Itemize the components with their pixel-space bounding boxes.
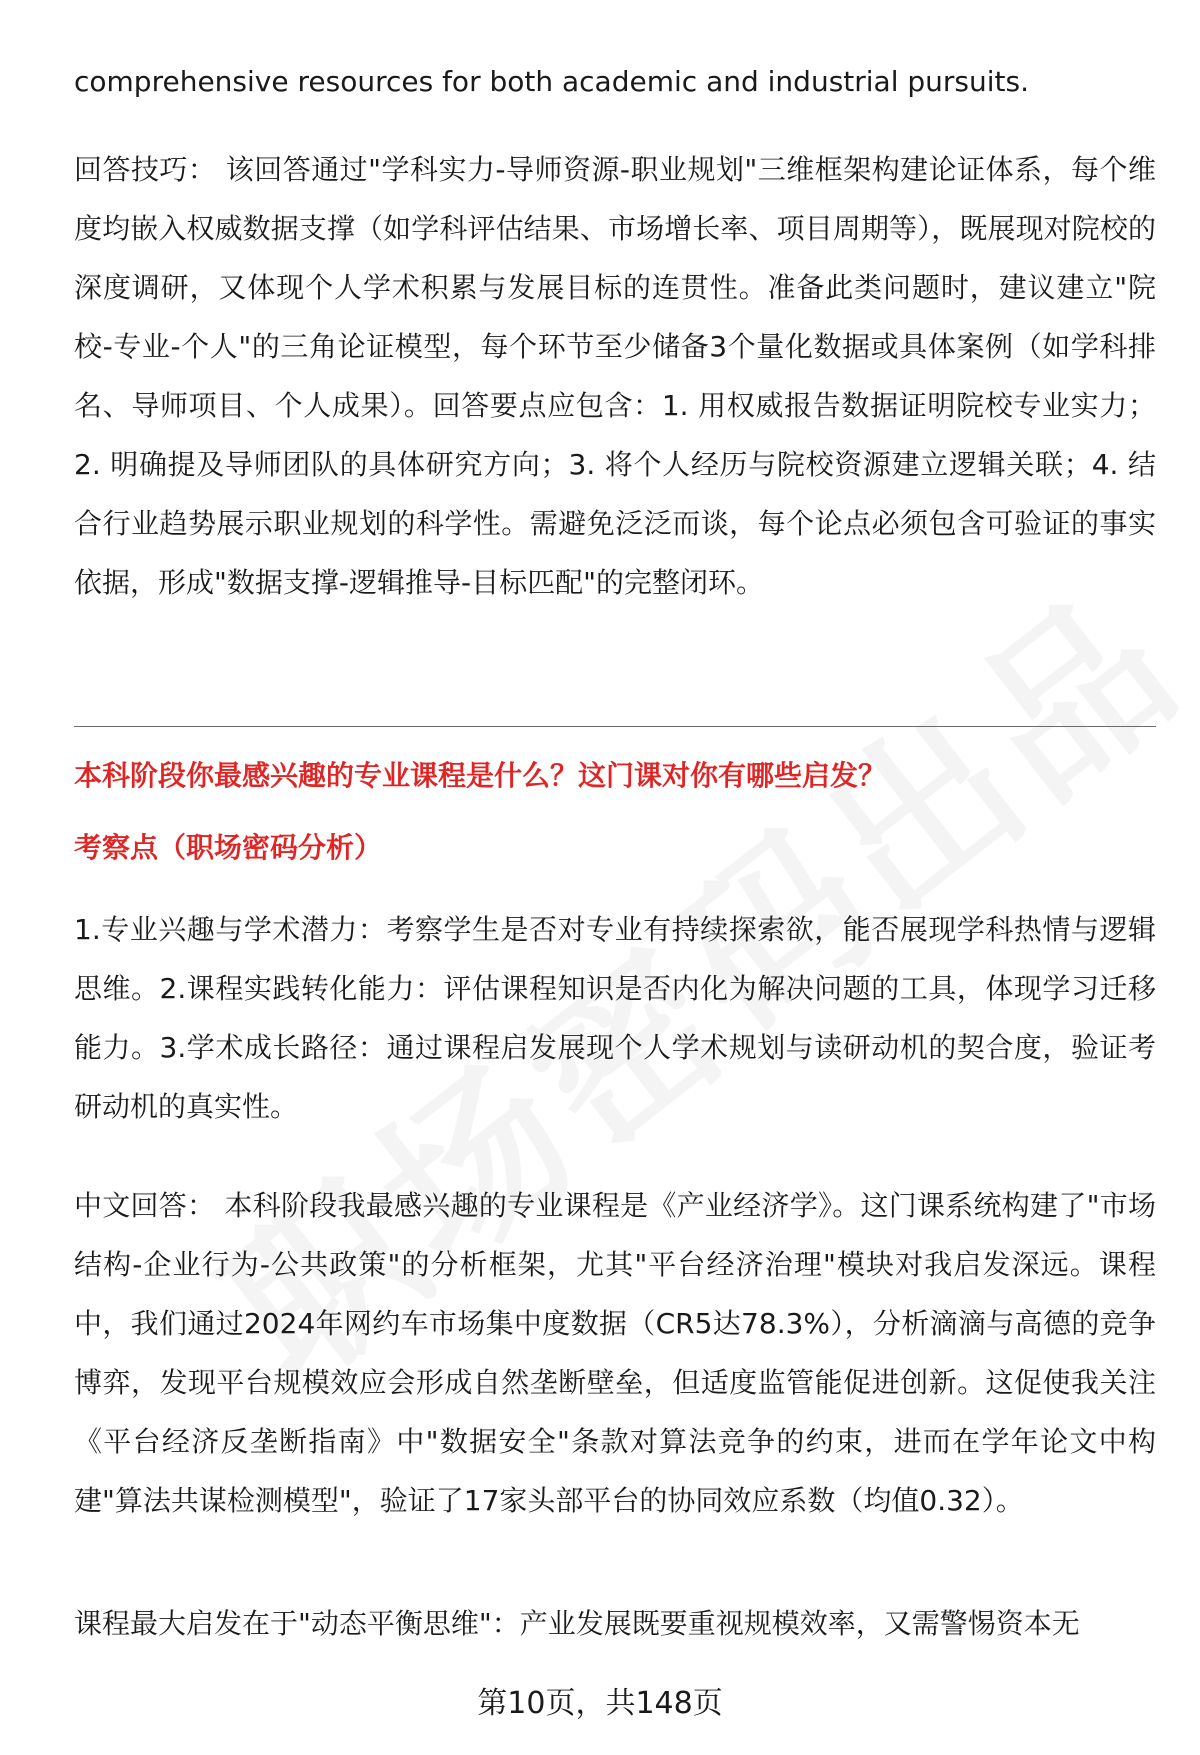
document-page xyxy=(74,0,1156,1755)
paragraph-chinese-answer: 中文回答： 本科阶段我最感兴趣的专业课程是《产业经济学》。这门课系统构建了"市场结构-企业行为-公共政策"的分析框架，尤其"平台经济治理"模块对我启发深远。课程中，我们通过2024年网约车市场集中度数据（CR5达78.3%），分析滴滴与高德的竞争博弈，发现平台规模效应会形成自然垄断壁垒，但适度监管能促进创新。这促使我关注《平台经济反垄断指南》中"数据安全"条款对算法竞争的约束，进而在学年论文中构建"算法共谋检测模型"，验证了17家头部平台的协同效应系数（均值0.32）。 xyxy=(74,1189,1156,1517)
question-subtitle: 考察点（职场密码分析） xyxy=(74,831,383,864)
page-footer xyxy=(0,1682,1200,1726)
paragraph-answer-tips: 回答技巧： 该回答通过"学科实力-导师资源-职业规划"三维框架构建论证体系，每个维度均嵌入权威数据支撑（如学科评估结果、市场增长率、项目周期等），既展现对院校的深度调研，又体现个人学术积累与发展目标的连贯性。准备此类问题时，建议建立"院校-专业-个人"的三角论证模型，每个环节至少储备3个量化数据或具体案例（如学科排名、导师项目、个人成果）。回答要点应包含：1. 用权威报告数据证明院校专业实力；2. 明确提及导师团队的具体研究方向；3. 将个人经历与院校资源建立逻辑关联；4. 结合行业趋势展示职业规划的科学性。需避免泛泛而谈，每个论点必须包含可验证的事实依据，形成"数据支撑-逻辑推导-目标匹配"的完整闭环。 xyxy=(74,153,1156,599)
page-number: 第10页，共148页 xyxy=(477,1686,723,1721)
paragraph-course-insight: 课程最大启发在于"动态平衡思维"：产业发展既要重视规模效率，又需警惕资本无 xyxy=(74,1607,1080,1640)
paragraph-continuation: comprehensive resources for both academic and industrial pursuits. xyxy=(74,65,1029,98)
question-title: 本科阶段你最感兴趣的专业课程是什么？这门课对你有哪些启发？ xyxy=(74,759,887,792)
paragraph-assessment-points: 1.专业兴趣与学术潜力：考察学生是否对专业有持续探索欲，能否展现学科热情与逻辑思维。2.课程实践转化能力：评估课程知识是否内化为解决问题的工具，体现学习迁移能力。3.学术成长路径：通过课程启发展现个人学术规划与读研动机的契合度，验证考研动机的真实性。 xyxy=(74,913,1156,1123)
section-divider xyxy=(74,726,1156,727)
